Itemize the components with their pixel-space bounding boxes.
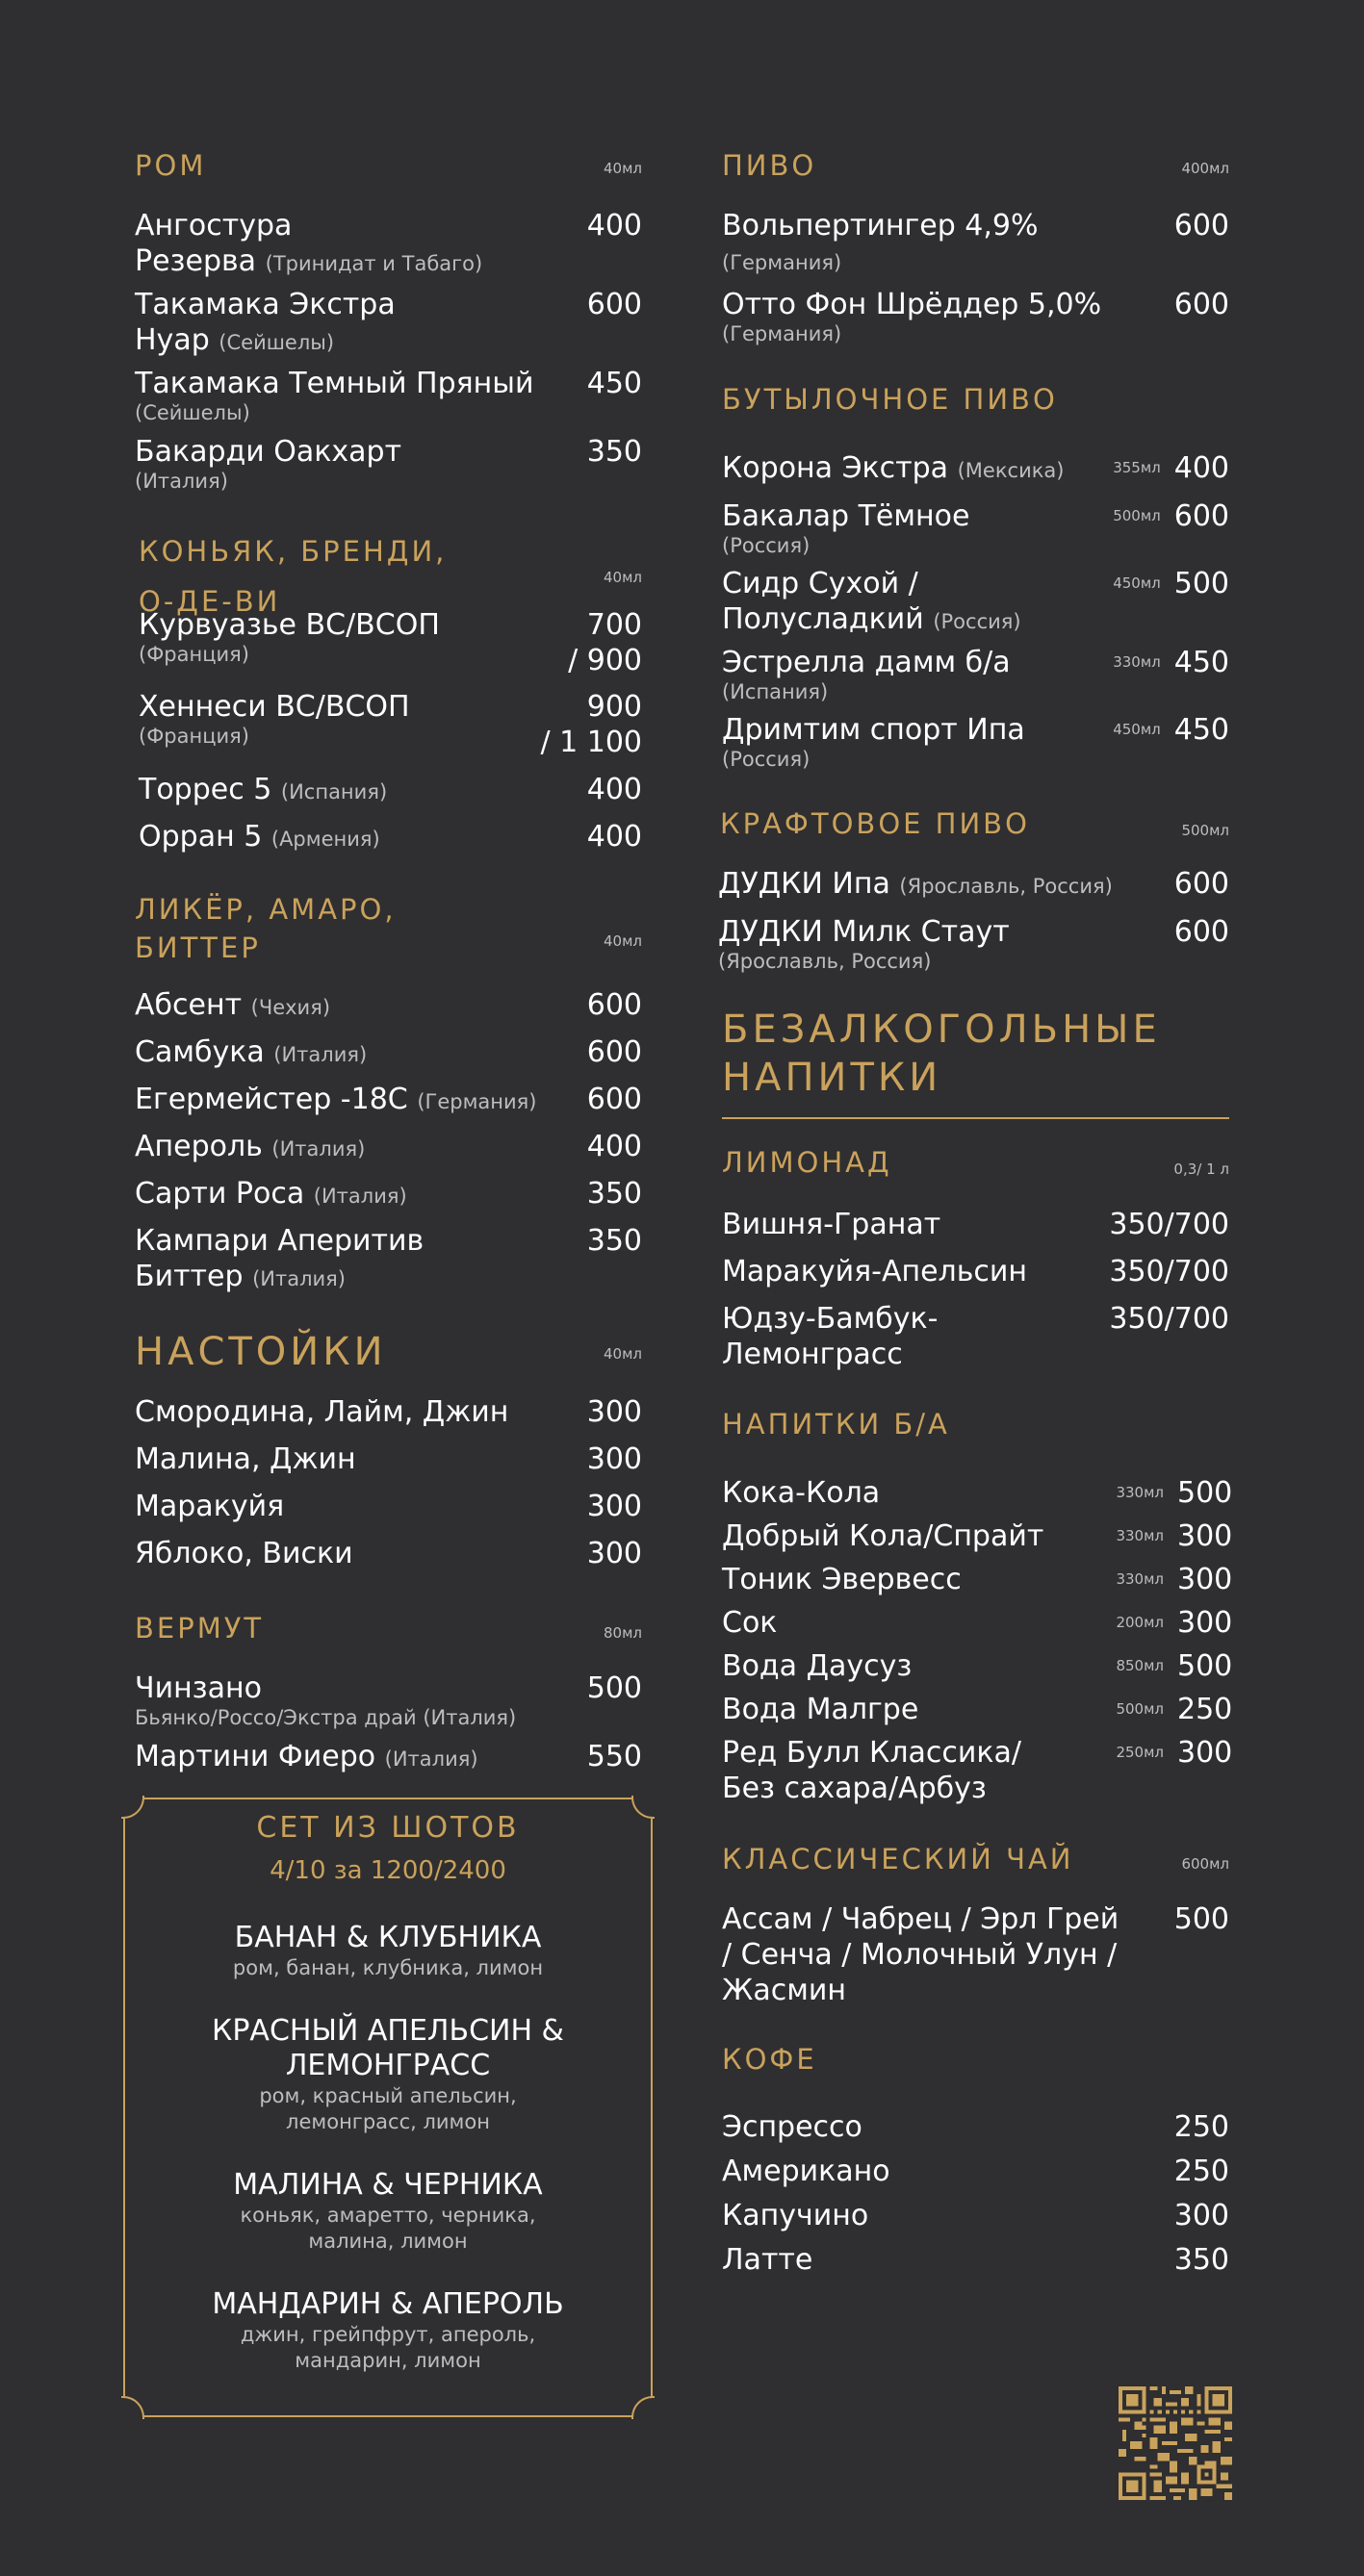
tea-title: КЛАССИЧЕСКИЙ ЧАЙ bbox=[722, 1843, 1074, 1875]
menu-item bbox=[135, 1223, 642, 1297]
menu-item bbox=[722, 1692, 1233, 1727]
menu-item bbox=[135, 1082, 642, 1120]
item-name: Чинзано bbox=[135, 1671, 262, 1705]
rum-section bbox=[135, 144, 642, 187]
shot-description: малина, лимон bbox=[308, 2230, 468, 2253]
item-price: 400 bbox=[586, 820, 642, 854]
item-price: 600 bbox=[1173, 499, 1229, 533]
item-name: Отто Фон Шрёддер 5,0% bbox=[722, 288, 1102, 321]
craft-beer-section bbox=[720, 803, 1229, 845]
item-origin: (Италия) bbox=[313, 1185, 407, 1208]
bottled-beer-section bbox=[722, 378, 1229, 421]
menu-item bbox=[718, 866, 1229, 905]
item-origin: (Сейшелы) bbox=[135, 401, 250, 424]
item-name: Полусладкий bbox=[722, 602, 924, 636]
item-price: 500 bbox=[1173, 567, 1229, 600]
item-price: 250 bbox=[1177, 1693, 1233, 1726]
item-name: Биттер bbox=[135, 1260, 244, 1293]
nonalc-title: НАПИТКИ Б/А bbox=[722, 1408, 950, 1441]
craft-beer-title: КРАФТОВОЕ ПИВО bbox=[720, 807, 1030, 840]
item-origin: (Италия) bbox=[135, 470, 228, 493]
item-price: 300 bbox=[1177, 1736, 1233, 1770]
item-name: Такамака Темный Пряный bbox=[135, 367, 534, 400]
item-price: 400 bbox=[586, 1130, 642, 1163]
bottled-beer-title: БУТЫЛОЧНОЕ ПИВО bbox=[722, 383, 1058, 416]
menu-item bbox=[722, 712, 1229, 772]
item-price: 350 bbox=[586, 1177, 642, 1211]
item-price: 300 bbox=[1177, 1563, 1233, 1596]
item-price: 450 bbox=[1173, 713, 1229, 747]
item-price: 300 bbox=[586, 1490, 642, 1523]
item-price: 400 bbox=[1173, 451, 1229, 485]
tea-volume: 600мл bbox=[1181, 1855, 1229, 1873]
menu-item bbox=[135, 287, 642, 361]
item-name: Бакалар Тёмное bbox=[722, 499, 970, 533]
rum-volume: 40мл bbox=[604, 160, 642, 177]
menu-item bbox=[722, 1648, 1233, 1684]
item-origin: (Франция) bbox=[139, 725, 249, 748]
item-price: 600 bbox=[586, 1035, 642, 1069]
soft-drinks-title: НАПИТКИ bbox=[722, 1056, 942, 1100]
shot-name: ЛЕМОНГРАСС bbox=[285, 2049, 491, 2082]
item-origin: (Россия) bbox=[933, 610, 1021, 633]
item-name: Капучино bbox=[722, 2199, 869, 2232]
liqueur-title: БИТТЕР bbox=[135, 931, 261, 964]
menu-item bbox=[722, 645, 1229, 704]
lemonade-title: ЛИМОНАД bbox=[722, 1146, 892, 1179]
menu-item bbox=[722, 1254, 1229, 1289]
menu-item bbox=[135, 1176, 642, 1214]
shot-item bbox=[125, 2014, 651, 2135]
item-price: 600 bbox=[586, 988, 642, 1022]
item-name: Бакарди Оакхарт bbox=[135, 435, 402, 469]
item-name: Латте bbox=[722, 2243, 813, 2277]
shot-name: МАЛИНА & ЧЕРНИКА bbox=[233, 2168, 543, 2202]
menu-item bbox=[722, 498, 1229, 558]
soft-drinks-title: БЕЗАЛКОГОЛЬНЫЕ bbox=[722, 1007, 1161, 1052]
item-price: 300 bbox=[1177, 1519, 1233, 1553]
item-name: Корона Экстра bbox=[722, 451, 949, 485]
menu-item bbox=[135, 366, 642, 425]
item-name: ДУДКИ Милк Стаут bbox=[718, 915, 1010, 949]
item-price: / 1 100 bbox=[540, 726, 642, 759]
shot-name: КРАСНЫЙ АПЕЛЬСИН & bbox=[212, 2014, 564, 2048]
item-price: 300 bbox=[586, 1395, 642, 1429]
shot-name: МАНДАРИН & АПЕРОЛЬ bbox=[212, 2287, 564, 2321]
item-volume: 330мл bbox=[1116, 1570, 1164, 1588]
item-price: 600 bbox=[1173, 867, 1229, 901]
item-price: 550 bbox=[586, 1740, 642, 1773]
item-price: 900 bbox=[586, 690, 642, 724]
shot-description: мандарин, лимон bbox=[295, 2349, 481, 2372]
item-name: Дримтим спорт Ипа bbox=[722, 713, 1025, 747]
menu-item bbox=[722, 2242, 1229, 2278]
item-origin: (Тринидат и Табаго) bbox=[265, 252, 483, 275]
tea-section bbox=[722, 1838, 1229, 1880]
item-price: 600 bbox=[1173, 288, 1229, 321]
item-name: Ассам / Чабрец / Эрл Грей bbox=[722, 1902, 1120, 1936]
item-origin: (Сейшелы) bbox=[219, 331, 335, 354]
menu-item bbox=[139, 689, 642, 760]
shot-name: БАНАН & КЛУБНИКА bbox=[234, 1921, 542, 1954]
menu-item bbox=[135, 1489, 642, 1524]
shots-set-box bbox=[123, 1798, 653, 2417]
item-name: Малина, Джин bbox=[135, 1442, 356, 1476]
item-origin: (Ярославль, Россия) bbox=[899, 875, 1113, 898]
item-origin: (Ярославль, Россия) bbox=[718, 950, 932, 973]
lemonade-section bbox=[722, 1141, 1229, 1184]
shots-price: 4/10 за 1200/2400 bbox=[270, 1856, 506, 1885]
item-name: Орран 5 bbox=[139, 820, 263, 854]
item-price: 600 bbox=[1173, 915, 1229, 949]
item-volume: 200мл bbox=[1116, 1614, 1164, 1631]
item-origin: (Германия) bbox=[417, 1090, 537, 1113]
item-origin: (Испания) bbox=[722, 680, 829, 703]
item-price: 500 bbox=[586, 1671, 642, 1705]
item-name: Вишня-Гранат bbox=[722, 1208, 941, 1241]
lemonade-volume: 0,3/ 1 л bbox=[1173, 1160, 1229, 1178]
item-origin: (Россия) bbox=[722, 534, 811, 557]
tinctures-title: НАСТОЙКИ bbox=[135, 1330, 387, 1374]
item-price: 350/700 bbox=[1109, 1302, 1229, 1336]
item-price: 350 bbox=[1173, 2243, 1229, 2277]
menu-item bbox=[722, 1518, 1233, 1554]
item-price: 300 bbox=[1173, 2199, 1229, 2232]
nonalc-section bbox=[722, 1403, 1229, 1445]
item-name: Курвуазье ВС/ВСОП bbox=[139, 608, 440, 642]
menu-item bbox=[718, 914, 1229, 974]
craft-beer-volume: 500мл bbox=[1181, 822, 1229, 839]
item-name: Сарти Роса bbox=[135, 1177, 305, 1211]
menu-item bbox=[722, 2109, 1229, 2145]
item-volume: 250мл bbox=[1116, 1744, 1164, 1761]
item-origin: (Испания) bbox=[280, 780, 388, 803]
menu-item bbox=[722, 1475, 1233, 1511]
tinctures-volume: 40мл bbox=[604, 1345, 642, 1363]
coffee-section bbox=[722, 2038, 1229, 2080]
menu-item bbox=[135, 1034, 642, 1073]
liqueur-section bbox=[135, 890, 642, 967]
item-name: Сидр Сухой / bbox=[722, 567, 918, 600]
item-name: Добрый Кола/Спрайт bbox=[722, 1519, 1044, 1553]
shots-title: СЕТ ИЗ ШОТОВ bbox=[256, 1811, 520, 1845]
item-name: Вольпертингер 4,9% bbox=[722, 209, 1039, 242]
item-name: Ред Булл Классика/ bbox=[722, 1736, 1022, 1770]
box-corner bbox=[121, 2396, 144, 2419]
item-price: 500 bbox=[1173, 1902, 1229, 1936]
item-name: Нуар bbox=[135, 323, 210, 357]
menu-item bbox=[722, 1901, 1229, 2008]
item-price: 700 bbox=[586, 608, 642, 642]
item-origin: (Германия) bbox=[722, 322, 842, 345]
menu-item bbox=[722, 1207, 1229, 1242]
item-name: Юдзу-Бамбук- bbox=[722, 1302, 939, 1336]
menu-item bbox=[135, 1129, 642, 1167]
item-price: 500 bbox=[1177, 1649, 1233, 1683]
item-volume: 330мл bbox=[1113, 653, 1161, 671]
liqueur-title: ЛИКЁР, АМАРО, bbox=[135, 893, 397, 926]
item-name: ДУДКИ Ипа bbox=[718, 867, 890, 901]
cognac-volume: 40мл bbox=[604, 569, 642, 586]
item-name: Кока-Кола bbox=[722, 1476, 881, 1510]
item-price: 350/700 bbox=[1109, 1208, 1229, 1241]
item-volume: 500мл bbox=[1116, 1700, 1164, 1718]
item-origin: (Италия) bbox=[384, 1747, 478, 1771]
shot-item bbox=[125, 2287, 651, 2374]
menu-item bbox=[135, 987, 642, 1026]
item-name: Жасмин bbox=[722, 1974, 846, 2007]
menu-item bbox=[135, 1536, 642, 1571]
qr-code-icon[interactable] bbox=[1119, 2386, 1232, 2500]
item-volume: 355мл bbox=[1113, 459, 1161, 476]
item-price: 300 bbox=[1177, 1606, 1233, 1640]
menu-item bbox=[135, 208, 642, 282]
item-name: Вода Даусуз bbox=[722, 1649, 913, 1683]
menu-item bbox=[722, 566, 1229, 640]
item-name: Хеннеси ВС/ВСОП bbox=[139, 690, 410, 724]
item-origin: (Италия) bbox=[273, 1043, 368, 1066]
section-divider bbox=[722, 1117, 1229, 1119]
shot-description: ром, банан, клубника, лимон bbox=[232, 1956, 544, 1979]
item-name: Яблоко, Виски bbox=[135, 1537, 353, 1570]
item-name: Эспрессо bbox=[722, 2110, 862, 2144]
shot-description: лемонграсс, лимон bbox=[286, 2110, 490, 2133]
menu-item bbox=[135, 1739, 642, 1777]
menu-item bbox=[135, 1441, 642, 1477]
item-name: / Сенча / Молочный Улун / bbox=[722, 1938, 1118, 1972]
menu-item bbox=[722, 1605, 1233, 1641]
item-price: 600 bbox=[586, 288, 642, 321]
item-origin: (Германия) bbox=[722, 251, 842, 274]
item-price: 600 bbox=[586, 1083, 642, 1116]
item-name: Такамака Экстра bbox=[135, 288, 396, 321]
menu-item bbox=[722, 1301, 1229, 1372]
item-price: 250 bbox=[1173, 2155, 1229, 2188]
menu-item bbox=[722, 208, 1229, 275]
item-price: 400 bbox=[586, 773, 642, 806]
vermouth-title: ВЕРМУТ bbox=[135, 1612, 265, 1645]
menu-item bbox=[722, 1735, 1233, 1806]
item-name: Маракуйя bbox=[135, 1490, 285, 1523]
item-price: 300 bbox=[586, 1537, 642, 1570]
menu-item bbox=[722, 2154, 1229, 2189]
shot-description: коньяк, амаретто, черника, bbox=[240, 2204, 536, 2227]
shot-item bbox=[125, 2168, 651, 2255]
item-origin: (Армения) bbox=[270, 828, 380, 851]
item-price: 350 bbox=[586, 435, 642, 469]
item-origin: Бьянко/Россо/Экстра драй (Италия) bbox=[135, 1706, 517, 1729]
rum-title: РОМ bbox=[135, 149, 207, 182]
item-name: Без сахара/Арбуз bbox=[722, 1772, 987, 1805]
item-name: Резерва bbox=[135, 244, 257, 278]
item-name: Смородина, Лайм, Джин bbox=[135, 1395, 509, 1429]
box-corner bbox=[631, 2396, 655, 2419]
item-price: 350/700 bbox=[1109, 1255, 1229, 1288]
menu-item bbox=[722, 450, 1229, 489]
shot-item bbox=[125, 1921, 651, 1981]
tinctures-section bbox=[135, 1328, 642, 1376]
item-name: Абсент bbox=[135, 988, 243, 1022]
item-name: Егермейстер -18С bbox=[135, 1083, 408, 1116]
item-name: Апероль bbox=[135, 1130, 263, 1163]
item-name: Ангостура bbox=[135, 209, 293, 242]
item-price: 600 bbox=[1173, 209, 1229, 242]
vermouth-volume: 80мл bbox=[604, 1624, 642, 1642]
menu-item bbox=[139, 607, 642, 678]
menu-item bbox=[135, 1394, 642, 1430]
item-origin: (Италия) bbox=[252, 1267, 346, 1290]
item-price: 350 bbox=[586, 1224, 642, 1258]
item-volume: 450мл bbox=[1113, 574, 1161, 592]
item-name: Самбука bbox=[135, 1035, 265, 1069]
item-price: 450 bbox=[586, 367, 642, 400]
item-name: Вода Малгре bbox=[722, 1693, 919, 1726]
item-name: Американо bbox=[722, 2155, 890, 2188]
menu-item bbox=[139, 772, 642, 810]
item-name: Торрес 5 bbox=[139, 773, 272, 806]
item-name: Маракуйя-Апельсин bbox=[722, 1255, 1027, 1288]
item-price: 500 bbox=[1177, 1476, 1233, 1510]
item-volume: 330мл bbox=[1116, 1527, 1164, 1544]
cognac-title: О-ДЕ-ВИ bbox=[139, 585, 281, 618]
menu-item bbox=[135, 1671, 642, 1730]
beer-title: ПИВО bbox=[722, 149, 817, 182]
item-origin: (Италия) bbox=[271, 1137, 366, 1160]
vermouth-section bbox=[135, 1607, 642, 1649]
coffee-title: КОФЕ bbox=[722, 2043, 817, 2076]
item-price: 400 bbox=[586, 209, 642, 242]
menu-item bbox=[135, 434, 642, 494]
item-origin: (Мексика) bbox=[957, 459, 1065, 482]
item-volume: 330мл bbox=[1116, 1484, 1164, 1501]
item-price: 250 bbox=[1173, 2110, 1229, 2144]
item-name: Тоник Эвервесс bbox=[722, 1563, 962, 1596]
cognac-title: КОНЬЯК, БРЕНДИ, bbox=[139, 535, 448, 568]
item-volume: 450мл bbox=[1113, 721, 1161, 738]
menu-item bbox=[722, 287, 1229, 346]
menu-item bbox=[722, 2198, 1229, 2233]
menu-item bbox=[722, 1562, 1233, 1597]
item-volume: 500мл bbox=[1113, 507, 1161, 524]
liqueur-volume: 40мл bbox=[604, 932, 642, 950]
item-origin: (Чехия) bbox=[250, 996, 331, 1019]
menu-item bbox=[139, 819, 642, 857]
item-name: Мартини Фиеро bbox=[135, 1740, 376, 1773]
soft-drinks-heading bbox=[722, 1006, 1229, 1102]
item-origin: (Франция) bbox=[139, 643, 249, 666]
item-price: / 900 bbox=[568, 644, 642, 677]
item-name: Кампари Аперитив bbox=[135, 1224, 425, 1258]
beer-section bbox=[722, 144, 1229, 187]
item-volume: 850мл bbox=[1116, 1657, 1164, 1674]
item-name: Лемонграсс bbox=[722, 1338, 903, 1371]
item-origin: (Россия) bbox=[722, 748, 811, 771]
shot-description: джин, грейпфрут, апероль, bbox=[240, 2323, 536, 2346]
item-name: Эстрелла дамм б/а bbox=[722, 646, 1011, 679]
item-price: 300 bbox=[586, 1442, 642, 1476]
item-name: Сок bbox=[722, 1606, 778, 1640]
item-price: 450 bbox=[1173, 646, 1229, 679]
shot-description: ром, красный апельсин, bbox=[259, 2084, 517, 2107]
beer-volume: 400мл bbox=[1181, 160, 1229, 177]
